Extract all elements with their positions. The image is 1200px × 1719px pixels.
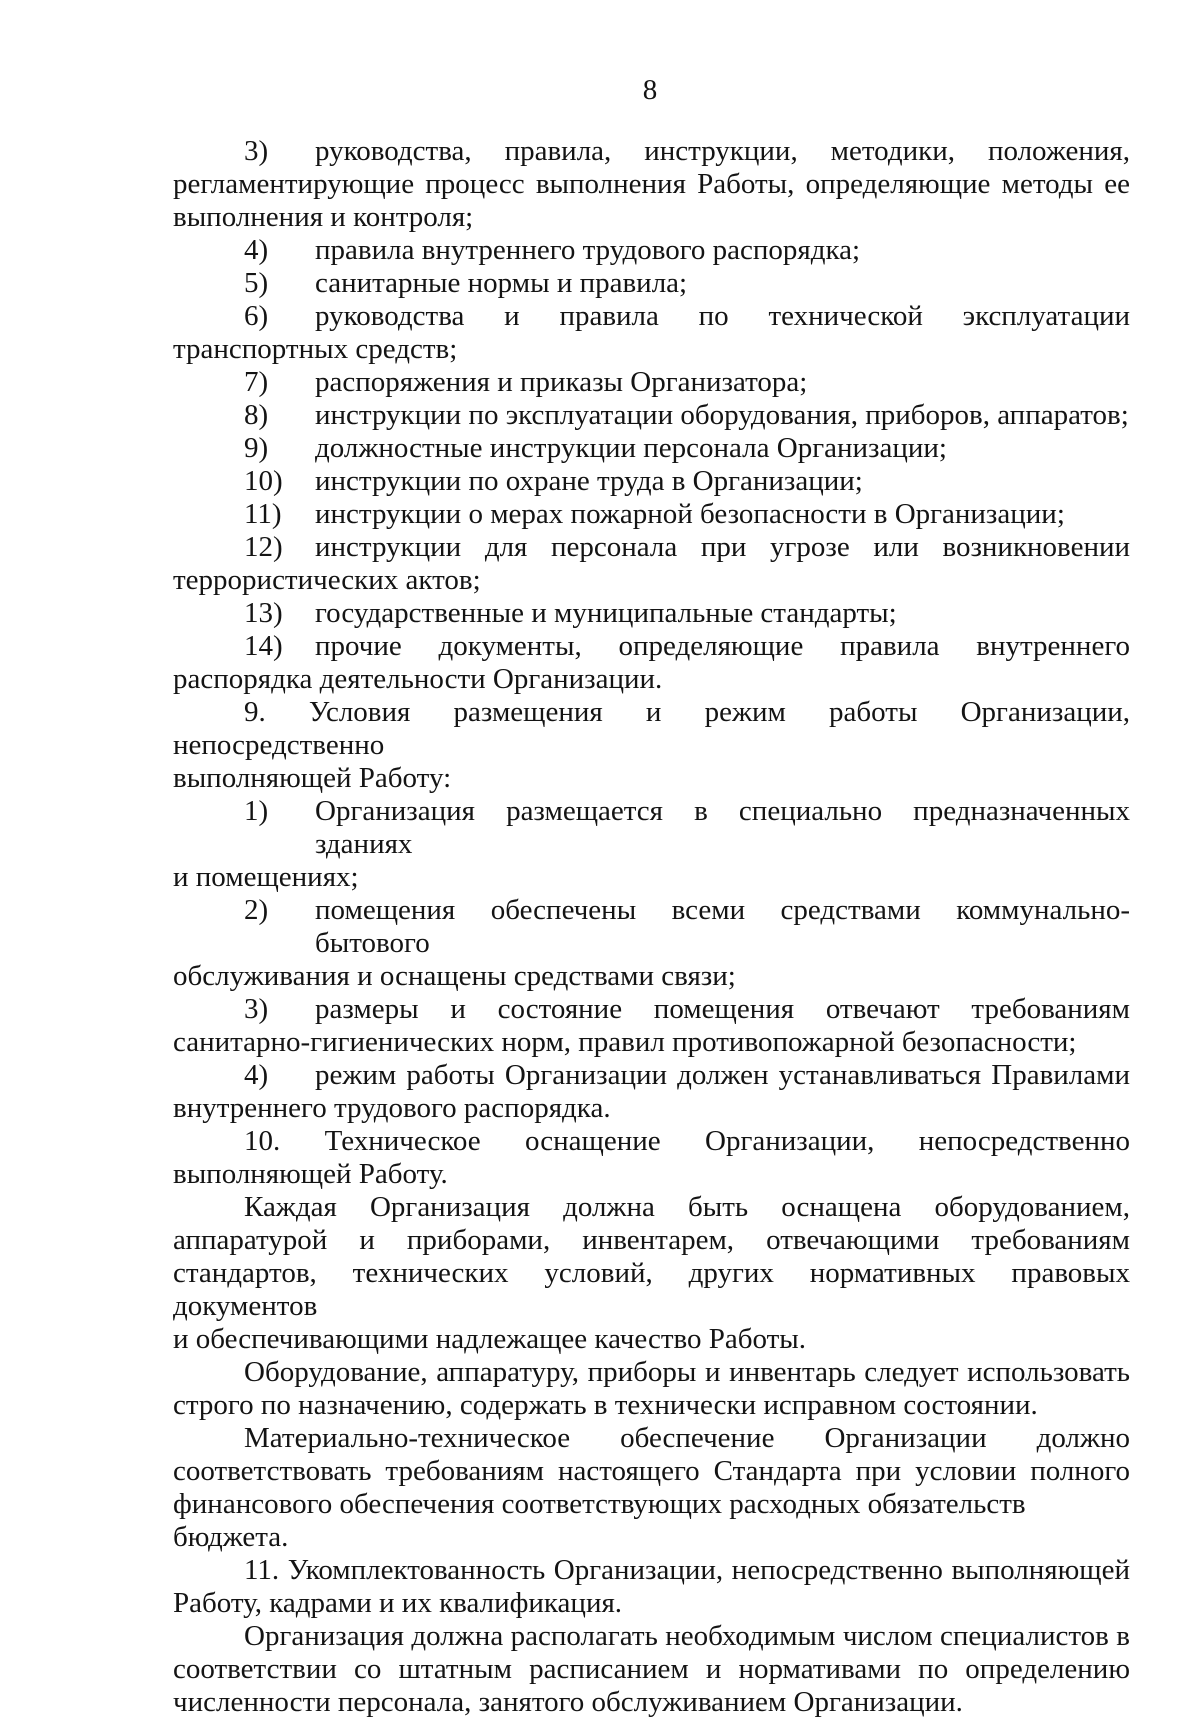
list-item-number: 12)	[244, 531, 283, 563]
text-line: численности персонала, занятого обслуживанием Организации.	[173, 1686, 963, 1718]
text-line: 9. Условия размещения и режим работы Организации, непосредственно	[173, 696, 1130, 761]
paragraph	[173, 1191, 1130, 1356]
list-item	[173, 498, 1130, 531]
list-item-text: руководства, правила, инструкции, методики, положения,	[315, 135, 1130, 167]
list-item-first-line	[173, 531, 1130, 564]
list-item-number: 8)	[244, 399, 269, 431]
paragraph	[173, 1422, 1130, 1554]
list-item-first-line	[173, 630, 1130, 663]
list-item-first-line	[173, 135, 1130, 168]
section-heading-9	[173, 696, 1130, 795]
list-item-text: государственные и муниципальные стандарты;	[315, 597, 897, 629]
text-line: обслуживания и оснащены средствами связи;	[173, 960, 736, 992]
list-item-first-line	[173, 366, 1130, 399]
list-item	[173, 531, 1130, 597]
list-item-number: 4)	[244, 1059, 269, 1091]
list-item	[173, 366, 1130, 399]
list-item-first-line	[173, 432, 1130, 465]
text-line: и помещениях;	[173, 861, 359, 893]
list-item-text: распоряжения и приказы Организатора;	[315, 366, 808, 398]
section-heading-10	[173, 1125, 1130, 1191]
list-item	[173, 993, 1130, 1059]
text-line: Организация должна располагать необходимым числом специалистов в	[244, 1620, 1130, 1652]
text-line: регламентирующие процесс выполнения Работы, определяющие методы ее	[173, 168, 1130, 200]
text-line: транспортных средств;	[173, 333, 458, 365]
list-item-first-line	[173, 993, 1130, 1026]
list-item-first-line	[173, 465, 1130, 498]
list-item-first-line	[173, 399, 1130, 432]
list-item-number: 3)	[244, 993, 269, 1025]
list-item	[173, 135, 1130, 234]
text-line: распорядка деятельности Организации.	[173, 663, 663, 695]
list-item-number: 3)	[244, 135, 269, 167]
text-line: и обеспечивающими надлежащее качество Работы.	[173, 1323, 807, 1355]
list-item	[173, 1059, 1130, 1125]
list-item	[173, 267, 1130, 300]
text-line: стандартов, технических условий, других нормативных правовых документов	[173, 1257, 1130, 1322]
list-item-number: 4)	[244, 234, 269, 266]
list-item-number: 11)	[244, 498, 282, 530]
text-line: 11. Укомплектованность Организации, непосредственно выполняющей	[244, 1554, 1130, 1586]
text-line: Работу, кадрами и их квалификация.	[173, 1587, 623, 1619]
list-item-text: Организация размещается в специально предназначенных зданиях	[315, 795, 1130, 860]
list-item-text: режим работы Организации должен устанавливаться Правилами	[315, 1059, 1130, 1091]
list-item-text: инструкции для персонала при угрозе или возникновении	[315, 531, 1130, 563]
list-item-text: размеры и состояние помещения отвечают требованиям	[315, 993, 1130, 1025]
list-item-number: 5)	[244, 267, 269, 299]
list-item-first-line	[173, 498, 1130, 531]
list-item-number: 7)	[244, 366, 269, 398]
document-body	[173, 135, 1130, 1719]
list-item-first-line	[173, 597, 1130, 630]
text-line: финансового обеспечения соответствующих расходных обязательств бюджета.	[173, 1488, 1026, 1553]
list-item-text: прочие документы, определяющие правила внутреннего	[315, 630, 1130, 662]
text-line: выполняющей Работу:	[173, 762, 452, 794]
list-item-text: инструкции по эксплуатации оборудования, приборов, аппаратов;	[315, 399, 1129, 431]
list-item-number: 2)	[244, 894, 269, 926]
list-item-first-line	[173, 894, 1130, 960]
list-item-number: 13)	[244, 597, 283, 629]
list-item-first-line	[173, 300, 1130, 333]
text-line: соответствии со штатным расписанием и нормативами по определению	[173, 1653, 1130, 1685]
list-item-number: 9)	[244, 432, 269, 464]
text-line: Оборудование, аппаратуру, приборы и инвентарь следует использовать	[244, 1356, 1130, 1388]
list-item	[173, 894, 1130, 993]
list-item-number: 1)	[244, 795, 269, 827]
list-item	[173, 432, 1130, 465]
text-line: строго по назначению, содержать в технически исправном состоянии.	[173, 1389, 1038, 1421]
list-item-text: правила внутреннего трудового распорядка;	[315, 234, 861, 266]
text-line: аппаратурой и приборами, инвентарем, отвечающими требованиям	[173, 1224, 1130, 1256]
list-item	[173, 399, 1130, 432]
list-item-text: инструкции о мерах пожарной безопасности в Организации;	[315, 498, 1065, 530]
text-line: выполнения и контроля;	[173, 201, 474, 233]
list-item	[173, 300, 1130, 366]
text-line: соответствовать требованиям настоящего Стандарта при условии полного	[173, 1455, 1130, 1487]
paragraph	[173, 1356, 1130, 1422]
list-item	[173, 630, 1130, 696]
text-line: внутреннего трудового распорядка.	[173, 1092, 611, 1124]
text-line: 10. Техническое оснащение Организации, непосредственно	[244, 1125, 1130, 1157]
list-item	[173, 234, 1130, 267]
paragraph	[173, 1620, 1130, 1719]
list-item-number: 6)	[244, 300, 269, 332]
list-item	[173, 795, 1130, 894]
text-line: Каждая Организация должна быть оснащена оборудованием,	[244, 1191, 1130, 1223]
list-item-text: санитарные нормы и правила;	[315, 267, 688, 299]
list-item	[173, 597, 1130, 630]
page-number: 8	[642, 74, 658, 106]
list-item-first-line	[173, 795, 1130, 861]
list-item-text: руководства и правила по технической эксплуатации	[315, 300, 1130, 332]
list-item-number: 10)	[244, 465, 283, 497]
list-item	[173, 465, 1130, 498]
list-item-first-line	[173, 1059, 1130, 1092]
list-item-first-line	[173, 267, 1130, 300]
text-line: Материально-техническое обеспечение Организации должно	[244, 1422, 1130, 1454]
list-item-text: инструкции по охране труда в Организации;	[315, 465, 863, 497]
list-item-text: должностные инструкции персонала Организации;	[315, 432, 947, 464]
text-line: санитарно-гигиенических норм, правил противопожарной безопасности;	[173, 1026, 1077, 1058]
list-item-first-line	[173, 234, 1130, 267]
section-heading-11	[173, 1554, 1130, 1620]
list-item-number: 14)	[244, 630, 283, 662]
text-line: террористических актов;	[173, 564, 481, 596]
text-line: выполняющей Работу.	[173, 1158, 448, 1190]
list-item-text: помещения обеспечены всеми средствами коммунально-бытового	[315, 894, 1130, 959]
